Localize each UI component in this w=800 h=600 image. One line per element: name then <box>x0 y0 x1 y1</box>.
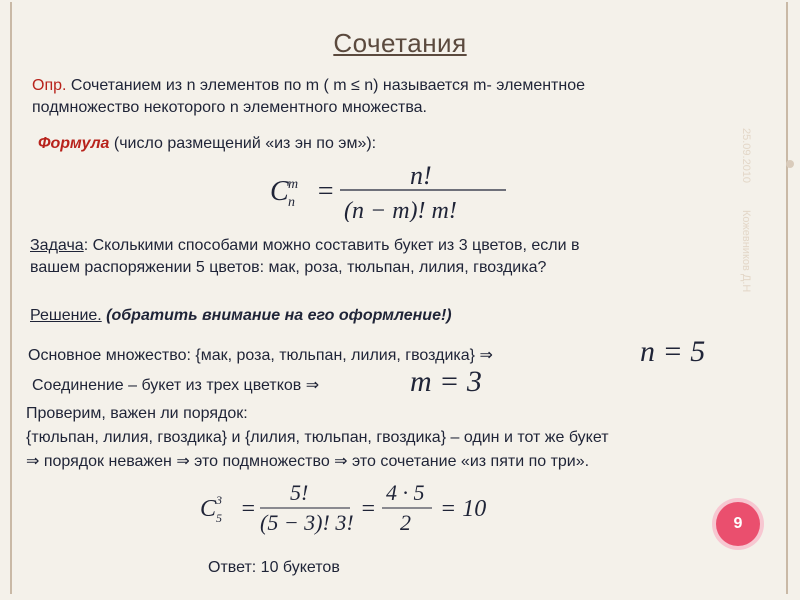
svg-text:3: 3 <box>216 493 222 507</box>
svg-text:=: = <box>316 176 335 207</box>
side-dot <box>786 160 794 168</box>
check-line1: Проверим, важен ли порядок: <box>26 405 248 422</box>
answer: Ответ: 10 букетов <box>208 559 340 576</box>
svg-text:5!: 5! <box>290 480 309 505</box>
svg-text:=: = <box>240 496 257 522</box>
definition-text1: Сочетанием из n элементов по m ( m ≤ n) называется m- элементное <box>66 77 586 94</box>
svg-text:4 · 5: 4 · 5 <box>386 480 425 505</box>
formula-label: Формула <box>38 135 110 152</box>
combination-line: Соединение – букет из трех цветков ⇒ <box>32 377 320 394</box>
task-line2: вашем распоряжении 5 цветов: мак, роза, тюльпан, лилия, гвоздика? <box>30 259 547 276</box>
task-label: Задача <box>30 237 84 254</box>
task-line1 <box>30 236 579 256</box>
svg-text:2: 2 <box>400 510 411 535</box>
svg-text:(n − m)! m!: (n − m)! m! <box>344 198 457 222</box>
base-set-line: Основное множество: {мак, роза, тюльпан, лилия, гвоздика} ⇒ <box>28 347 493 364</box>
formula-note: (число размещений «из эн по эм»): <box>109 135 377 152</box>
svg-text:5: 5 <box>216 511 222 525</box>
check-line3: ⇒ порядок неважен ⇒ это подмножество ⇒ это сочетание «из пяти по три». <box>26 453 590 470</box>
svg-text:n!: n! <box>410 162 432 190</box>
definition-line2: подмножество некоторого n элементного множества. <box>32 99 427 116</box>
svg-text:m: m <box>288 177 299 192</box>
check-line2: {тюльпан, лилия, гвоздика} и {лилия, тюльпан, гвоздика} – один и тот же букет <box>26 429 609 446</box>
side-date: 25.09.2010 <box>740 128 752 184</box>
solution-note: (обратить внимание на его оформление!) <box>101 307 452 324</box>
side-author: Кожевников Д.Н <box>740 210 752 293</box>
svg-text:(5 − 3)! 3!: (5 − 3)! 3! <box>260 510 354 535</box>
svg-text:C: C <box>200 496 217 522</box>
combination-formula <box>270 162 520 222</box>
definition-prefix: Опр. <box>32 77 67 94</box>
svg-text:=: = <box>360 496 377 522</box>
svg-text:= 10: = 10 <box>440 496 487 522</box>
task-text1: : Сколькими способами можно составить букет из 3 цветов, если в <box>83 237 580 254</box>
definition-line1 <box>32 76 585 96</box>
page-number-badge: 9 <box>716 502 760 546</box>
n-equals-5: n = 5 <box>640 335 706 368</box>
svg-text:C: C <box>270 176 289 207</box>
combination-calculation <box>200 480 490 540</box>
solution-label: Решение. <box>30 307 102 324</box>
m-equals-3: m = 3 <box>410 365 482 398</box>
svg-text:n: n <box>288 195 295 210</box>
solution-line <box>30 306 452 326</box>
formula-line <box>38 134 376 154</box>
slide-title: Сочетания <box>333 28 467 58</box>
